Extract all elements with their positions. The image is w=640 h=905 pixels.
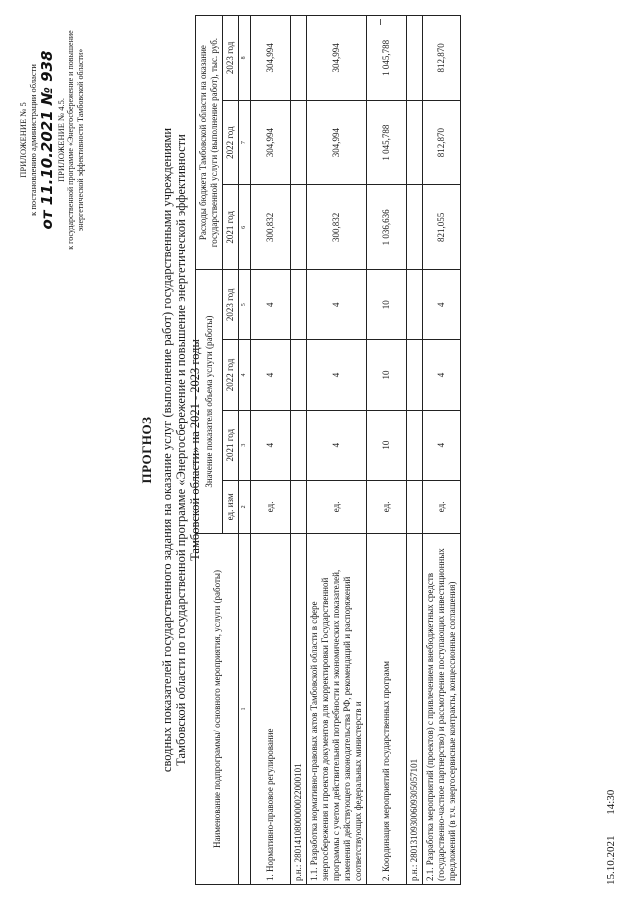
column-number: 7 (239, 100, 251, 185)
print-date: 15.10.2021 (605, 835, 617, 885)
header-expense-group: Расходы бюджета Тамбовской области на оказание государственной услуги (выполнение работ), тыс. руб. (196, 16, 223, 270)
column-number: 2 (239, 480, 251, 533)
row-name: 2.1. Разработка мероприятий (проектов) с привлечением внебюджетных средств (государственно-частное партнерство) и рассмотрение поступающих инвестиционных предложений (в т.ч. энергосервисные контракты, концессионные соглашения) (423, 534, 461, 885)
handwritten-date-number: от 11.10.2021 № 938 (38, 50, 56, 230)
column-number: 4 (239, 340, 251, 410)
appendix-line-5: к государственной программе «Энергосбережение и повышение (66, 30, 75, 250)
row-expense-2023: 304,994 (251, 16, 291, 101)
row-name: 2. Координация мероприятий государственных программ (367, 534, 407, 885)
column-number: 6 (239, 185, 251, 270)
header-year-2023: 2023 год (223, 270, 239, 340)
row-value-2022: 4 (307, 340, 367, 410)
print-time: 14:30 (605, 789, 617, 815)
row-unit: ед. (367, 480, 407, 533)
row-unit: ед. (423, 480, 461, 533)
header-expense-2023: 2023 год (223, 16, 239, 101)
row-value-2022: 10 (367, 340, 407, 410)
header-year-2021: 2021 год (223, 410, 239, 480)
row-expense-2023: 812,870 (423, 16, 461, 101)
row-expense-2022: 304,994 (307, 100, 367, 185)
row-value-2021: 10 (367, 410, 407, 480)
column-number: 8 (239, 16, 251, 101)
appendix-line-6: энергетической эффективности Тамбовской области» (75, 48, 85, 232)
appendix-block (18, 15, 85, 265)
row-expense-2022: 304,994 (251, 100, 291, 185)
row-expense-2022: 812,870 (423, 100, 461, 185)
row-value-2021: 4 (307, 410, 367, 480)
column-number-row (239, 16, 251, 885)
row-registry-number: р.н.: 280141080000002200010​1 (291, 534, 307, 885)
row-value-2022: 4 (251, 340, 291, 410)
margin-mark (380, 19, 384, 25)
heading-line-2: Тамбовской области по государственной программе «Энергосбережение и повышение энергетической эффективности (174, 134, 188, 766)
column-number: 3 (239, 410, 251, 480)
forecast-table (195, 15, 461, 885)
row-value-2021: 4 (423, 410, 461, 480)
row-expense-2022: 1 045,788 (367, 100, 407, 185)
appendix-line-1: ПРИЛОЖЕНИЕ № 5 (18, 102, 28, 178)
column-number: 1 (239, 534, 251, 885)
row-expense-2021: 300,832 (251, 185, 291, 270)
header-expense-2021: 2021 год (223, 185, 239, 270)
table-row (307, 16, 367, 885)
print-timestamp (605, 772, 617, 885)
row-expense-2021: 1 036,636 (367, 185, 407, 270)
header-year-2022: 2022 год (223, 340, 239, 410)
heading-line-1: сводных показателей государственного задания на оказание услуг (выполнение работ) государственными учреждениями (160, 127, 174, 773)
header-indicator-group: Значение показателя объема услуги (работы) (196, 270, 223, 534)
row-expense-2023: 304,994 (307, 16, 367, 101)
header-row-1 (196, 16, 223, 885)
table-row (251, 16, 291, 885)
header-expense-2022: 2022 год (223, 100, 239, 185)
table-row (423, 16, 461, 885)
table-row (407, 16, 423, 885)
column-number: 5 (239, 270, 251, 340)
row-value-2023: 10 (367, 270, 407, 340)
document-title: ПРОГНОЗ (139, 416, 154, 484)
table-row (291, 16, 307, 885)
appendix-line-2: к постановлению администрации области (28, 64, 38, 216)
row-registry-number: р.н.: 280131093006093050571​01 (407, 534, 423, 885)
row-name: 1.1. Разработка нормативно-правовых актов Тамбовской области в сфере энергосбережения и проектов документов для корректировки Государственной программы с учетом действительной потребности и экономических показателей, изменений действующего законодательства РФ, рекомендаций и распоряжений соответствующих федеральных министерств и (307, 534, 367, 885)
row-value-2023: 4 (423, 270, 461, 340)
header-unit: ед. изм (223, 480, 239, 533)
row-expense-2023: 1 045,788 (367, 16, 407, 101)
document-heading (140, 25, 202, 875)
row-name: 1. Нормативно-правовое регулирование (251, 534, 291, 885)
row-expense-2021: 300,832 (307, 185, 367, 270)
row-value-2023: 4 (307, 270, 367, 340)
row-unit: ед. (307, 480, 367, 533)
table-row (367, 16, 407, 885)
row-value-2021: 4 (251, 410, 291, 480)
row-expense-2021: 821,055 (423, 185, 461, 270)
appendix-line-4: ПРИЛОЖЕНИЕ № 4.5. (56, 97, 66, 183)
row-value-2023: 4 (251, 270, 291, 340)
header-name: Наименование подпрограммы/ основного мероприятия, услуги (работы) (196, 534, 239, 885)
row-unit: ед. (251, 480, 291, 533)
heading-line-3: Тамбовской области» на 2021 - 2023 годы (188, 339, 202, 561)
row-value-2022: 4 (423, 340, 461, 410)
